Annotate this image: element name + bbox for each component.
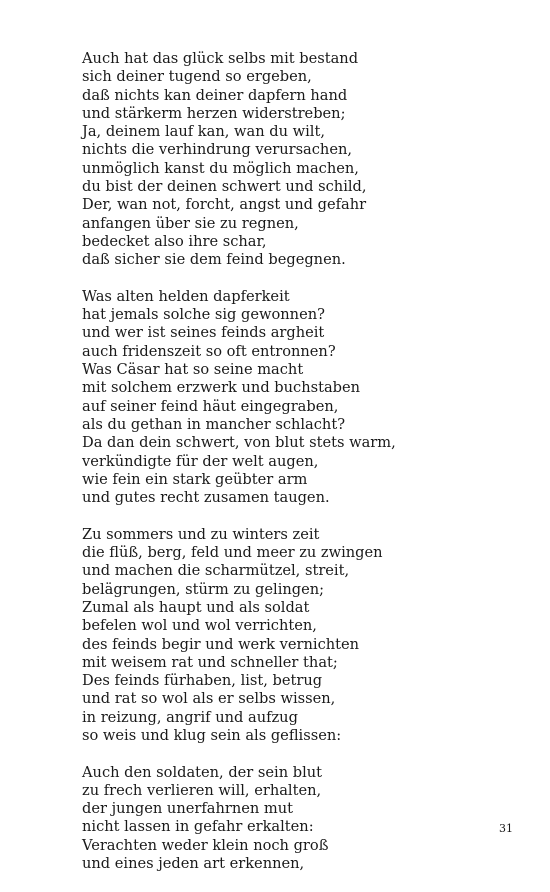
poem-line: Zu sommers und zu winters zeit (82, 525, 320, 543)
poem-line: und wer ist seines feinds argheit (82, 324, 325, 342)
poem-line: wie fein ein stark geübter arm (82, 470, 308, 488)
poem-line: daß sicher sie dem feind begegnen. (82, 251, 346, 269)
poem-line: Da dan dein schwert, von blut stets warm, (82, 434, 396, 452)
poem-line: mit weisem rat und schneller that; (82, 653, 338, 671)
poem-line: Der, wan not, forcht, angst und gefahr (82, 196, 367, 214)
poem-line: daß nichts kan deiner dapfern hand (82, 86, 348, 104)
poem-line: Des feinds fürhaben, list, betrug (82, 672, 323, 690)
poem-line: auf seiner feind häut eingegraben, (82, 397, 339, 415)
poem-line: auch fridenszeit so oft entronnen? (82, 342, 336, 360)
poem-line: Ja, deinem lauf kan, wan du wilt, (82, 123, 325, 141)
poem-line: Verachten weder klein noch groß (82, 836, 329, 854)
poem-line: belägrungen, stürm zu gelingen; (82, 580, 325, 598)
poem-body (82, 50, 522, 892)
poem-line: und gutes recht zusamen taugen. (82, 489, 330, 507)
poem-line: Auch hat das glück selbs mit bestand (82, 50, 359, 67)
poem-line: nichts die verhindrung verursachen, (82, 141, 353, 159)
poem-line: Was Cäsar hat so seine macht (82, 361, 304, 379)
poem-line: du bist der deinen schwert und schild, (82, 178, 367, 196)
poem-line: Was alten helden dapferkeit (82, 287, 290, 305)
poem-line: unmöglich kanst du möglich machen, (82, 159, 359, 177)
poem-line: die flüß, berg, feld und meer zu zwingen (82, 544, 383, 562)
poem-line: hat jemals solche sig gewonnen? (82, 306, 325, 324)
poem-line: anfangen über sie zu regnen, (82, 214, 299, 232)
stanza (82, 50, 522, 270)
page-number: 31 (499, 822, 513, 835)
poem-line: nicht lassen in gefahr erkalten: (82, 818, 314, 836)
poem-line: und rat so wol als er selbs wissen, (82, 690, 336, 708)
poem-line: als du gethan in mancher schlacht? (82, 415, 346, 433)
poem-line: sich deiner tugend so ergeben, (82, 68, 312, 86)
poem-line: Auch den soldaten, der sein blut (82, 763, 323, 781)
poem-line: und eines jeden art erkennen, (82, 855, 305, 873)
stanza (82, 764, 522, 874)
poem-line: mit solchem erzwerk und buchstaben (82, 379, 361, 397)
poem-line: zu frech verlieren will, erhalten, (82, 781, 322, 799)
poem-line: und stärkerm herzen widerstreben; (82, 104, 346, 122)
poem-line: befelen wol und wol verrichten, (82, 617, 317, 635)
poem-line: bedecket also ihre schar, (82, 232, 267, 250)
poem-line: in reizung, angrif und aufzug (82, 708, 298, 726)
stanza (82, 288, 522, 508)
poem-line: Zumal als haupt und als soldat (82, 598, 310, 616)
poem-line: des feinds begir und werk vernichten (82, 635, 360, 653)
poem-line: der jungen unerfahrnen mut (82, 800, 293, 818)
poem-line: so weis und klug sein als geflissen: (82, 726, 342, 744)
poem-line: und machen die scharmützel, streit, (82, 562, 350, 580)
poem-line: verkündigte für der welt augen, (82, 452, 319, 470)
stanza (82, 526, 522, 746)
